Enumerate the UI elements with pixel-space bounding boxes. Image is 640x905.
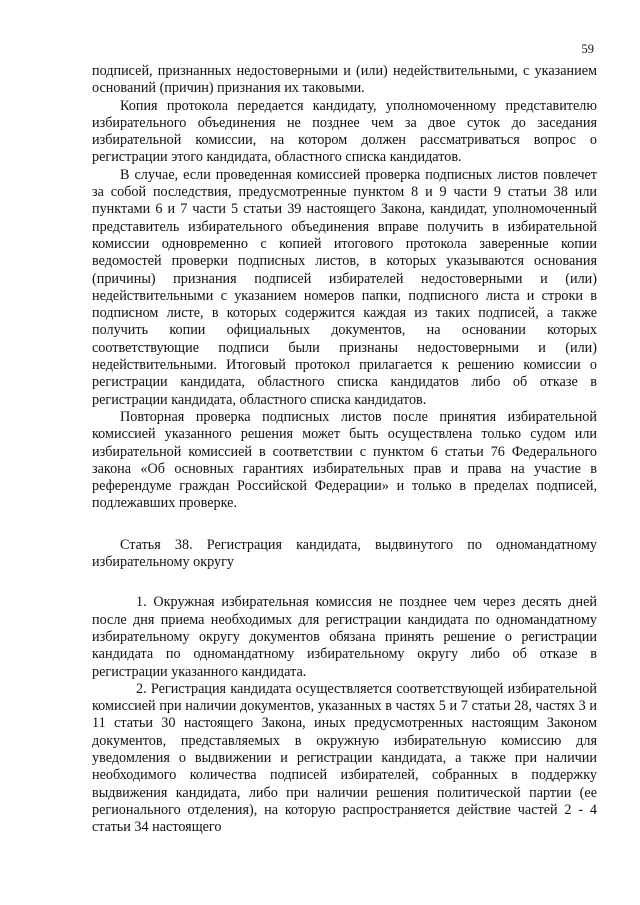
article-item-2: 2. Регистрация кандидата осуществляется соответствующей избирательной комиссией при наличии документов, указанных в частях 5 и 7 статьи 28, частях 3 и 11 статьи 30 настоящего Закона, иных предусмотренных настоящим Законом документов, представляемых в окружную избирательную комиссию для уведомления о выдвижении и регистрации кандидата, а также при наличии необходимого количества подписей избирателей, собранных в поддержку выдвижения кандидата, либо при наличии решения политической партии (ее регионального отделения), на которую распространяется действие частей 2 - 4 статьи 34 настоящего: [92, 680, 597, 836]
article-heading: Статья 38. Регистрация кандидата, выдвинутого по одномандатному избирательному округу: [92, 536, 597, 571]
paragraph-protocol-copy: Копия протокола передается кандидату, уполномоченному представителю избирательного объединения не позднее чем за двое суток до заседания избирательной комиссии, на котором должен рассматриваться вопрос о регистрации этого кандидата, областного списка кандидатов.: [92, 97, 597, 166]
paragraph-repeat-verification: Повторная проверка подписных листов после принятия избирательной комиссией указанного решения может быть осуществлена только судом или избирательной комиссией в соответствии с пунктом 6 статьи 76 Федерального закона «Об основных гарантиях избирательных прав и права на участие в референдуме граждан Российской Федерации» и только в пределах подписей, подлежавших проверке.: [92, 408, 597, 512]
section-spacer: [92, 571, 597, 594]
paragraph-verification-consequences: В случае, если проведенная комиссией проверка подписных листов повлечет за собой последствия, предусмотренные пунктом 8 и 9 части 9 статьи 38 или пунктами 6 и 7 части 5 статьи 39 настоящего Закона, кандидат, уполномоченный представитель избирательного объединения вправе получить в избирательной комиссии одновременно с копией итогового протокола заверенные копии ведомостей проверки подписных листов, в которых указываются основания (причины) признания подписей избирателей недостоверными и (или) недействительными с указанием номеров папки, подписного листа и строки в подписном листе, в которых содержится каждая из таких подписей, а также получить копии официальных документов, на основании которых соответствующие подписи были признаны недостоверными и (или) недействительными. Итоговый протокол прилагается к решению комиссии о регистрации кандидата, областного списка кандидатов либо об отказе в регистрации кандидата, областного списка кандидатов.: [92, 166, 597, 408]
document-body: [92, 63, 597, 836]
paragraph-continuation: подписей, признанных недостоверными и (или) недействительными, с указанием оснований (причин) признания их таковыми.: [92, 63, 597, 97]
page-number: 59: [581, 42, 594, 56]
article-item-1: 1. Окружная избирательная комиссия не позднее чем через десять дней после дня приема необходимых для регистрации кандидата по одномандатному избирательному округу документов обязана принять решение о регистрации кандидата по одномандатному избирательному округу либо об отказе в регистрации указанного кандидата.: [92, 594, 597, 680]
